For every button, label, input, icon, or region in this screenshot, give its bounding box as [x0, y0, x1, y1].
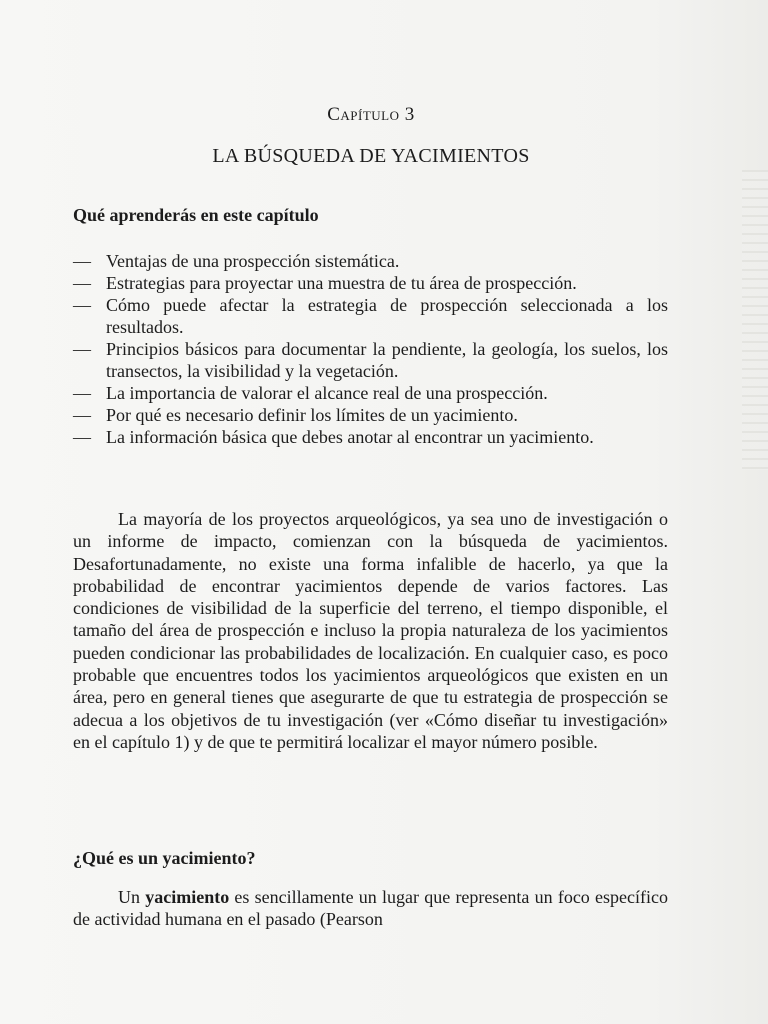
- next-page-edge: [742, 170, 768, 470]
- chapter-label: Capítulo 3: [327, 104, 415, 125]
- dash-marker: —: [73, 273, 91, 293]
- objectives-list: [73, 250, 668, 448]
- dash-marker: —: [73, 427, 91, 447]
- list-item-text: Ventajas de una prospección sistemática.: [106, 251, 400, 271]
- dash-marker: —: [73, 405, 91, 425]
- definition-paragraph: [73, 886, 668, 930]
- list-item: [73, 294, 668, 338]
- list-item-text: Estrategias para proyectar una muestra de tu área de prospección.: [106, 273, 577, 293]
- list-item: [73, 272, 668, 294]
- section-heading-yacimiento: ¿Qué es un yacimiento?: [73, 848, 256, 868]
- dash-marker: —: [73, 295, 91, 315]
- list-item-text: La información básica que debes anotar al encontrar un yacimiento.: [106, 427, 594, 447]
- definition-text: es sencillamente un lugar que representa un foco específico de actividad humana en el pasado (Pearson: [73, 887, 668, 929]
- objectives-heading: Qué aprenderás en este capítulo: [73, 205, 319, 225]
- dash-marker: —: [73, 383, 91, 403]
- list-item: [73, 250, 668, 272]
- dash-marker: —: [73, 339, 91, 359]
- body-paragraph: La mayoría de los proyectos arqueológicos, ya sea uno de investigación o un informe de impacto, comienzan con la búsqueda de yacimientos. Desafortunadamente, no existe una forma infalible de hacerlo, ya que la probabilidad de encontrar yacimientos depende de varios factores. Las condiciones de visibilidad de la superficie del terreno, el tiempo disponible, el tamaño del área de prospección e incluso la propia naturaleza de los yacimientos pueden condicionar las probabilidades de localización. En cualquier caso, es poco probable que encuentres todos los yacimientos arqueológicos que existen en un área, pero en general tienes que asegurarte de que tu estrategia de prospección se adecua a los objetivos de tu investigación (ver «Cómo diseñar tu investigación» en el capítulo 1) y de que te permitirá localizar el mayor número posible.: [73, 509, 668, 752]
- dash-marker: —: [73, 251, 91, 271]
- list-item: [73, 382, 668, 404]
- list-item: [73, 404, 668, 426]
- list-item: [73, 426, 668, 448]
- defined-term: yacimiento: [145, 887, 230, 907]
- list-item-text: Cómo puede afectar la estrategia de prospección seleccionada a los resultados.: [106, 295, 668, 337]
- list-item: [73, 338, 668, 382]
- chapter-title: LA BÚSQUEDA DE YACIMIENTOS: [212, 145, 530, 167]
- list-item-text: Principios básicos para documentar la pendiente, la geología, los suelos, los transectos, la visibilidad y la vegetación.: [106, 339, 668, 381]
- list-item-text: Por qué es necesario definir los límites de un yacimiento.: [106, 405, 518, 425]
- definition-lead: Un: [118, 887, 140, 907]
- list-item-text: La importancia de valorar el alcance real de una prospección.: [106, 383, 548, 403]
